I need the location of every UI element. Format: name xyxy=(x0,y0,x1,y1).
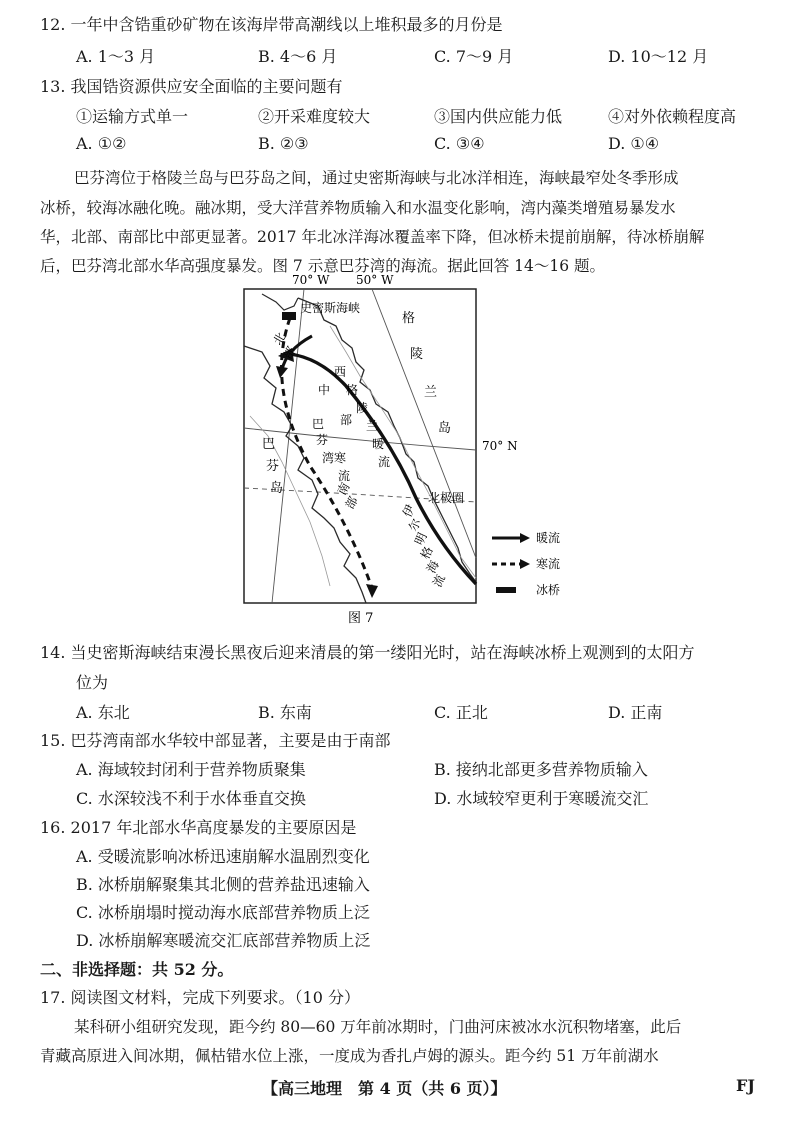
q15-option-d: D. 水域较窄更利于寒暖流交汇 xyxy=(434,789,649,808)
q13-item-1: ①运输方式单一 xyxy=(76,107,189,126)
ellesmere-coast xyxy=(262,294,298,310)
q14-option-a: A. 东北 xyxy=(76,703,130,722)
irminger-char-6: 流 xyxy=(430,572,448,590)
wgc-char-4: 兰 xyxy=(366,419,379,433)
irminger-char-4: 格 xyxy=(418,544,436,562)
q14-stem-line1: 14. 当史密斯海峡结束漫长黑夜后迎来清晨的第一缕阳光时，站在海峡冰桥上观测到的太阳方 xyxy=(40,643,695,662)
lat-label-70n: 70° N xyxy=(482,439,518,453)
q16-option-d: D. 冰桥崩解寒暖流交汇底部营养物质上泛 xyxy=(76,931,371,950)
legend-bridge-mark xyxy=(496,587,516,593)
cold-char-4: 流 xyxy=(338,469,351,483)
baffin-island-char-1: 巴 xyxy=(262,437,276,452)
q17-line-2: 青藏高原进入间冰期，佩枯错水位上涨，一度成为香扎卢姆的源头。距今约 51 万年前湖水 xyxy=(40,1047,659,1065)
q16-option-c: C. 冰桥崩塌时搅动海水底部营养物质上泛 xyxy=(76,903,370,922)
irminger-char-2: 尔 xyxy=(406,516,424,534)
q13-option-b: B. ②③ xyxy=(258,134,309,153)
greenland-char-3: 兰 xyxy=(424,385,438,400)
q14-option-d: D. 正南 xyxy=(608,703,663,722)
north-char-2: 部 xyxy=(280,344,299,362)
q13-stem: 13. 我国锆资源供应安全面临的主要问题有 xyxy=(40,77,343,96)
wgc-char-3: 陵 xyxy=(356,401,369,415)
wgc-char-2: 格 xyxy=(346,383,359,397)
passage-line-2: 冰桥，较海冰融化晚。融冰期，受大洋营养物质输入和水温变化影响，湾内藻类增殖易暴发水 xyxy=(40,199,676,217)
q13-item-2: ②开采难度较大 xyxy=(258,107,371,126)
wgc-char-5: 暖 xyxy=(372,437,385,451)
bay-char-1: 巴 xyxy=(312,417,325,431)
legend-warm-label: 暖流 xyxy=(536,531,561,545)
q13-item-4: ④对外依赖程度高 xyxy=(608,107,737,126)
legend-cold-arrow xyxy=(520,559,530,569)
figure-caption: 图 7 xyxy=(348,611,374,626)
q14-option-b: B. 东南 xyxy=(258,703,312,722)
q15-option-a: A. 海域较封闭利于营养物质聚集 xyxy=(76,760,306,779)
q13-item-3: ③国内供应能力低 xyxy=(434,107,563,126)
bay-char-3: 湾 xyxy=(322,451,335,465)
arctic-circle-label: 北极圈 xyxy=(428,491,465,505)
greenland-char-4: 岛 xyxy=(438,421,452,436)
q15-option-b: B. 接纳北部更多营养物质输入 xyxy=(434,760,648,779)
q15-stem: 15. 巴芬湾南部水华较中部显著，主要是由于南部 xyxy=(40,731,391,750)
north-current-arrow xyxy=(276,366,288,378)
wgc-char-1: 西 xyxy=(334,365,347,379)
q16-stem: 16. 2017 年北部水华高度暴发的主要原因是 xyxy=(40,818,357,837)
bay-char-2: 芬 xyxy=(316,433,329,447)
baffin-island-char-3: 岛 xyxy=(270,481,284,496)
baffin-island-char-2: 芬 xyxy=(266,459,280,474)
q14-stem-line2: 位为 xyxy=(76,673,109,692)
cold-char-2: 部 xyxy=(340,413,353,427)
wgc-char-6: 流 xyxy=(378,455,391,469)
q13-option-a: A. ①② xyxy=(76,134,127,153)
passage-line-3: 华，北部、南部比中部更显著。2017 年北冰洋海冰覆盖率下降，但冰桥未提前崩解，待冰桥崩解 xyxy=(40,228,705,246)
q16-option-b: B. 冰桥崩解聚集其北侧的营养盐迅速输入 xyxy=(76,875,370,894)
greenland-char-1: 格 xyxy=(402,311,416,326)
passage-line-1: 巴芬湾位于格陵兰岛与巴芬岛之间，通过史密斯海峡与北冰洋相连，海峡最窄处冬季形成 xyxy=(74,169,679,187)
cold-char-3: 寒 xyxy=(334,451,347,465)
baffin-bay-map xyxy=(0,266,800,626)
irminger-char-5: 海 xyxy=(424,558,442,576)
q13-option-c: C. ③④ xyxy=(434,134,485,153)
irminger-char-3: 明 xyxy=(412,530,430,548)
q12-stem: 12. 一年中含锆重砂矿物在该海岸带高潮线以上堆积最多的月份是 xyxy=(40,15,503,34)
north-char-1: 北 xyxy=(270,330,289,348)
q13-option-d: D. ①④ xyxy=(608,134,660,153)
irminger-char-1: 伊 xyxy=(400,502,418,520)
strait-label: 史密斯海峡 xyxy=(300,301,361,315)
meridian-50w xyxy=(372,289,476,558)
q14-option-c: C. 正北 xyxy=(434,703,488,722)
lon-label-50w: 50° W xyxy=(356,273,394,287)
cold-char-1: 中 xyxy=(318,383,331,397)
q12-option-a: A. 1～3 月 xyxy=(76,47,156,66)
passage-line-4: 后，巴芬湾北部水华高强度暴发。图 7 示意巴芬湾的海流。据此回答 14～16 题。 xyxy=(40,257,606,275)
q16-option-a: A. 受暖流影响冰桥迅速崩解水温剧烈变化 xyxy=(76,847,370,866)
q12-option-b: B. 4～6 月 xyxy=(258,47,338,66)
q15-option-c: C. 水深较浅不利于水体垂直交换 xyxy=(76,789,306,808)
footer-code: FJ xyxy=(736,1076,755,1095)
q12-option-c: C. 7～9 月 xyxy=(434,47,514,66)
q12-option-d: D. 10～12 月 xyxy=(608,47,709,66)
cold-current-arrow xyxy=(366,584,378,598)
legend-bridge-label: 冰桥 xyxy=(536,583,561,597)
ice-bridge-marker xyxy=(282,312,296,320)
greenland-char-2: 陵 xyxy=(410,347,424,362)
legend-warm-arrow xyxy=(520,533,530,543)
south-char-1: 南 xyxy=(334,480,353,498)
south-char-2: 部 xyxy=(342,494,361,512)
page-footer: 【高三地理 第 4 页（共 6 页）】 xyxy=(262,1079,507,1098)
legend-cold-label: 寒流 xyxy=(536,557,561,571)
lon-label-70w: 70° W xyxy=(292,273,330,287)
section-2-heading: 二、非选择题：共 52 分。 xyxy=(40,960,234,979)
q17-stem: 17. 阅读图文材料，完成下列要求。（10 分） xyxy=(40,988,360,1007)
q17-line-1: 某科研小组研究发现，距今约 80—60 万年前冰期时，门曲河床被冰水沉积物堵塞，此后 xyxy=(74,1018,682,1036)
